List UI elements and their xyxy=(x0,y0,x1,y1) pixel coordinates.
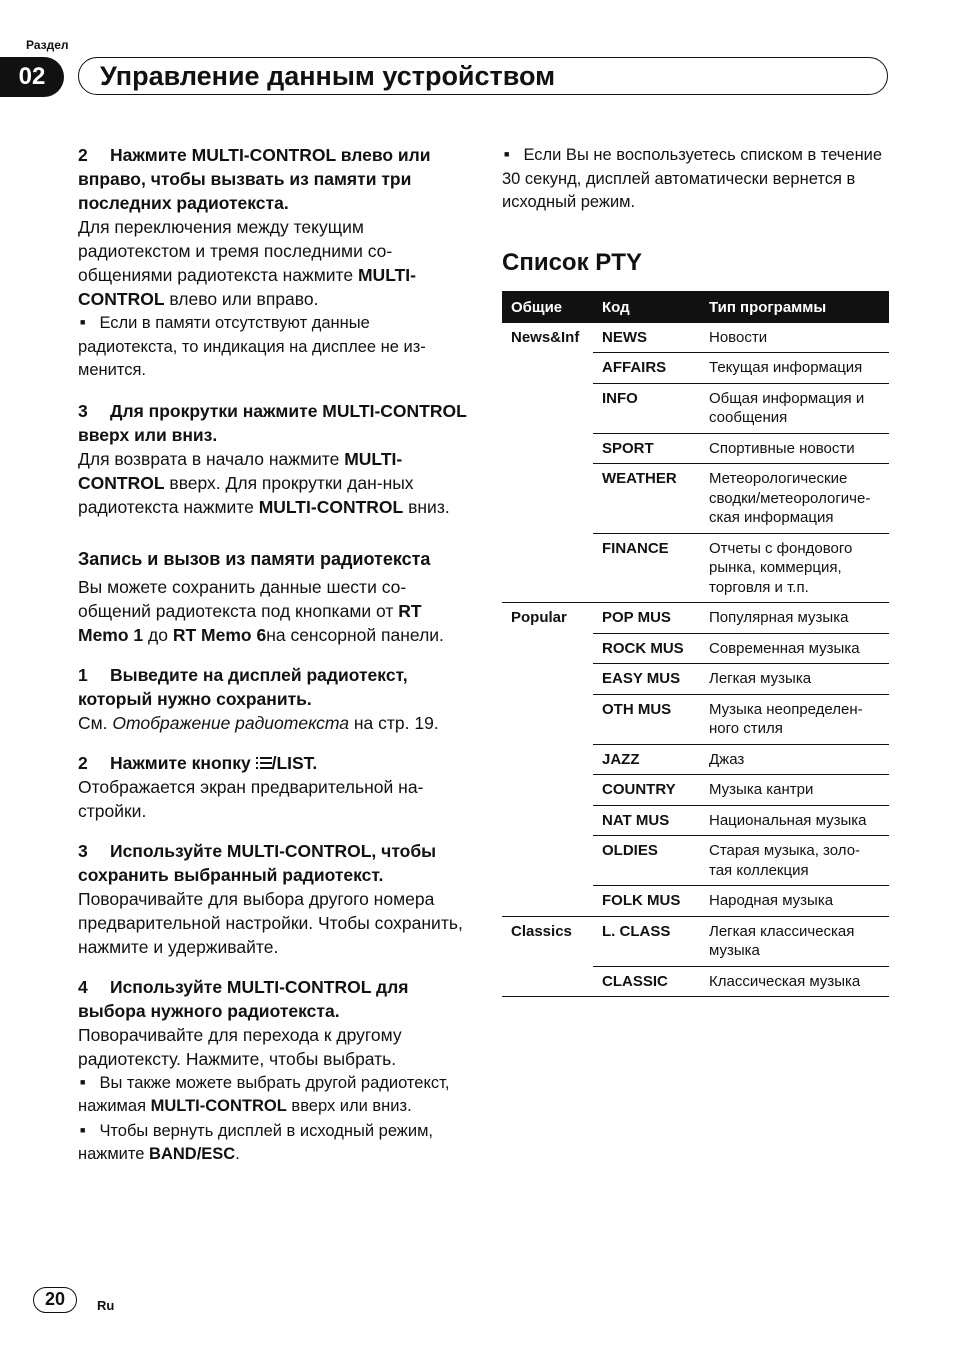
row-group: Popular xyxy=(511,609,567,626)
table-row xyxy=(502,886,889,917)
row-group xyxy=(502,353,593,384)
section-label: Раздел xyxy=(26,38,69,52)
row-description: Спортивные новости xyxy=(700,433,889,464)
row-group: News&Inf xyxy=(511,328,580,346)
row-description: Популярная музыка xyxy=(700,603,889,634)
section-number-badge: 02 xyxy=(0,57,64,97)
memo-step-4-note-1: ■ Вы также можете выбрать другой радиотекст, нажимая MULTI-CONTROL вверх или вниз. xyxy=(78,1071,468,1119)
step-3-heading: 3 Для прокрутки нажмите MULTI-CONTROL вверх или вниз. xyxy=(78,400,467,445)
memo-step-1-body: См. Отображение радиотекста на стр. 19. xyxy=(78,712,439,733)
row-group xyxy=(502,383,593,433)
row-description: Легкая музыка xyxy=(700,664,889,695)
table-row xyxy=(502,433,889,464)
row-code: NAT MUS xyxy=(593,805,700,836)
header-general: Общие xyxy=(502,291,593,323)
row-group xyxy=(502,633,593,664)
table-row xyxy=(502,464,889,534)
page-title: Управление данным устройством xyxy=(100,61,556,91)
page-number: 20 xyxy=(33,1287,77,1313)
row-code: JAZZ xyxy=(593,744,700,775)
table-row xyxy=(502,694,889,744)
row-description: Национальная музыка xyxy=(700,805,889,836)
row-code: COUNTRY xyxy=(593,775,700,806)
row-code: NEWS xyxy=(593,323,700,353)
pty-table xyxy=(502,291,889,998)
row-code: SPORT xyxy=(593,433,700,464)
header-program-type: Тип программы xyxy=(700,291,889,323)
table-row xyxy=(502,383,889,433)
table-row xyxy=(502,633,889,664)
row-group xyxy=(502,886,593,917)
table-row xyxy=(502,966,889,997)
memo-step-2-body: Отображается экран предварительной на-стройки. xyxy=(78,776,424,821)
row-description: Текущая информация xyxy=(700,353,889,384)
row-code: L. CLASS xyxy=(593,916,700,966)
row-description: Музыка кантри xyxy=(700,775,889,806)
row-description: Легкая классическая музыка xyxy=(700,916,889,966)
row-description: Музыка неопределен-ного стиля xyxy=(700,694,889,744)
row-code: EASY MUS xyxy=(593,664,700,695)
pty-list-title: Список PTY xyxy=(502,248,642,276)
pty-table-header xyxy=(502,291,889,323)
row-group xyxy=(502,805,593,836)
table-row xyxy=(502,836,889,886)
row-code: POP MUS xyxy=(593,603,700,634)
row-description: Старая музыка, золо-тая коллекция xyxy=(700,836,889,886)
row-code: OLDIES xyxy=(593,836,700,886)
memo-step-2-heading: 2 Нажмите кнопку /LIST. xyxy=(78,752,318,773)
memo-step-3-body: Поворачивайте для выбора другого номера предварительной настройки. Чтобы сохранить, нажмите и удерживайте. xyxy=(78,888,463,957)
list-timeout-note: ■ Если Вы не воспользуетесь списком в течение 30 секунд, дисплей автоматически вернется в исходный режим. xyxy=(502,143,890,215)
row-code: AFFAIRS xyxy=(593,353,700,384)
memo-step-1-heading: 1 Выведите на дисплей радиотекст, который нужно сохранить. xyxy=(78,664,408,709)
table-row xyxy=(502,744,889,775)
step-2-body: Для переключения между текущим радиотекстом и тремя последними со-общениями радиотекста нажмите MULTI-CONTROL влево или вправо. xyxy=(78,217,416,309)
row-group xyxy=(502,533,593,603)
row-description: Джаз xyxy=(700,744,889,775)
row-code: FINANCE xyxy=(593,533,700,603)
row-description: Новости xyxy=(700,323,889,353)
header-code: Код xyxy=(593,291,700,323)
table-row xyxy=(502,916,889,966)
row-code: FOLK MUS xyxy=(593,886,700,917)
row-code: OTH MUS xyxy=(593,694,700,744)
table-row xyxy=(502,805,889,836)
row-group xyxy=(502,775,593,806)
row-description: Общая информация и сообщения xyxy=(700,383,889,433)
row-group xyxy=(502,664,593,695)
row-description: Классическая музыка xyxy=(700,966,889,997)
memo-step-3-heading: 3 Используйте MULTI-CONTROL, чтобы сохранить выбранный радиотекст. xyxy=(78,840,437,885)
table-row xyxy=(502,775,889,806)
row-code: CLASSIC xyxy=(593,966,700,997)
row-description: Народная музыка xyxy=(700,886,889,917)
row-description: Метеорологические сводки/метеорологиче-ская информация xyxy=(700,464,889,534)
step-2-heading: 2 Нажмите MULTI-CONTROL влево или вправо, чтобы вызвать из памяти три последних радиотекста. xyxy=(78,145,431,213)
row-group xyxy=(502,836,593,886)
row-group xyxy=(502,694,593,744)
memo-step-4-body: Поворачивайте для перехода к другому радиотексту. Нажмите, чтобы выбрать. xyxy=(78,1024,402,1069)
language-code: Ru xyxy=(97,1298,115,1313)
row-group xyxy=(502,464,593,534)
row-group xyxy=(502,744,593,775)
memo-step-4-note-2: ■ Чтобы вернуть дисплей в исходный режим, нажмите BAND/ESC. xyxy=(78,1119,468,1167)
row-description: Отчеты с фондового рынка, коммерция, торговля и т.п. xyxy=(700,533,889,603)
table-row xyxy=(502,664,889,695)
right-column xyxy=(502,143,890,997)
row-group xyxy=(502,966,593,997)
rt-memory-intro: Вы можете сохранить данные шести со-общений радиотекста под кнопками от RT Memo 1 до RT Memo 6на сенсорной панели. xyxy=(78,576,444,645)
table-row xyxy=(502,353,889,384)
row-code: INFO xyxy=(593,383,700,433)
left-column xyxy=(78,143,468,1167)
table-row xyxy=(502,533,889,603)
row-code: WEATHER xyxy=(593,464,700,534)
row-group: Classics xyxy=(511,922,572,940)
row-code: ROCK MUS xyxy=(593,633,700,664)
memo-step-4-heading: 4 Используйте MULTI-CONTROL для выбора нужного радиотекста. xyxy=(78,976,409,1021)
step-3-body: Для возврата в начало нажмите MULTI-CONTROL вверх. Для прокрутки дан-ных радиотекста нажмите MULTI-CONTROL вниз. xyxy=(78,448,450,517)
row-description: Современная музыка xyxy=(700,633,889,664)
subheading-rt-memory: Запись и вызов из памяти радиотекста xyxy=(78,548,431,569)
list-icon xyxy=(256,756,272,770)
row-group xyxy=(502,433,593,464)
table-row xyxy=(502,603,889,634)
table-row xyxy=(502,323,889,353)
step-2-note: ■ Если в памяти отсутствуют данные радиотекста, то индикация на дисплее не из-менится. xyxy=(78,311,468,383)
